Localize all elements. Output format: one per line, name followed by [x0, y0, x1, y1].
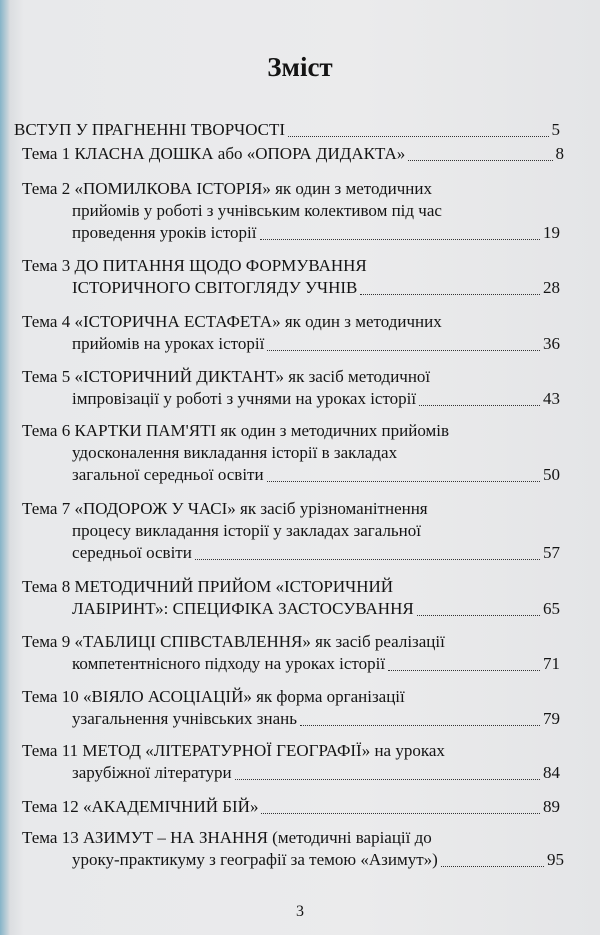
toc-entry-line: Тема 7 «ПОДОРОЖ У ЧАСІ» як засіб урізноманітнення — [22, 499, 428, 518]
toc-leader-dots — [388, 670, 540, 671]
toc-entry-line: прийомів у роботі з учнівським колективом під час — [72, 201, 442, 220]
toc-entry-line: уроку-практикуму з географії за темою «Азимут») — [72, 850, 438, 869]
binding-edge — [0, 0, 10, 935]
toc-entry-line: середньої освіти — [72, 543, 192, 562]
toc-leader-dots — [288, 136, 548, 137]
toc-entry-line: удосконалення викладання історії в закладах — [72, 443, 398, 462]
toc-entry-line: процесу викладання історії у закладах загальної — [72, 521, 422, 540]
toc-entry-line: Тема 12 «АКАДЕМІЧНИЙ БІЙ» — [22, 797, 259, 816]
toc-page-number: 28 — [543, 278, 560, 297]
toc-page-number: 89 — [543, 797, 560, 816]
toc-entry-line: Тема 3 ДО ПИТАННЯ ЩОДО ФОРМУВАННЯ — [22, 256, 367, 275]
toc-entry-line: Тема 13 АЗИМУТ – НА ЗНАННЯ (методичні варіації до — [22, 828, 432, 847]
toc-page-number: 57 — [543, 543, 560, 562]
toc-leader-dots — [408, 160, 552, 161]
toc-leader-dots — [260, 239, 541, 240]
toc-entry-line: Тема 9 «ТАБЛИЦІ СПІВСТАВЛЕННЯ» як засіб реалізації — [22, 632, 445, 651]
toc-entry-line: Тема 2 «ПОМИЛКОВА ІСТОРІЯ» як один з методичних — [22, 179, 432, 198]
toc-page-number: 84 — [543, 763, 560, 782]
toc-entry-line: ІСТОРИЧНОГО СВІТОГЛЯДУ УЧНІВ — [72, 278, 358, 297]
toc-entry-line: імпровізації у роботі з учнями на уроках історії — [72, 389, 417, 408]
toc-entry-line: Тема 5 «ІСТОРИЧНИЙ ДИКТАНТ» як засіб методичної — [22, 367, 431, 386]
toc-leader-dots — [419, 405, 540, 406]
toc-page-number: 95 — [547, 850, 564, 869]
toc-page-number: 79 — [543, 709, 560, 728]
toc-page-number: 8 — [555, 144, 564, 163]
toc-page-number: 65 — [543, 599, 560, 618]
toc-page-number: 5 — [551, 120, 560, 139]
toc-leader-dots — [267, 481, 540, 482]
page-title: Зміст — [267, 52, 333, 82]
toc-leader-dots — [417, 615, 540, 616]
toc-entry-line: Тема 8 МЕТОДИЧНИЙ ПРИЙОМ «ІСТОРИЧНИЙ — [22, 577, 394, 596]
toc-entry-line: Тема 6 КАРТКИ ПАМ'ЯТІ як один з методичних прийомів — [22, 421, 450, 440]
toc-leader-dots — [195, 559, 540, 560]
toc-leader-dots — [267, 350, 540, 351]
toc-entry-line: Тема 11 МЕТОД «ЛІТЕРАТУРНОЇ ГЕОГРАФІЇ» на уроках — [22, 741, 445, 760]
toc-leader-dots — [235, 779, 540, 780]
page-number: 3 — [296, 903, 304, 920]
toc-entry-line: загальної середньої освіти — [72, 465, 264, 484]
toc-entry-line: ВСТУП У ПРАГНЕННІ ТВОРЧОСТІ — [14, 120, 286, 139]
toc-page-number: 19 — [543, 223, 560, 242]
toc-page-number: 43 — [543, 389, 560, 408]
toc-leader-dots — [300, 725, 540, 726]
toc-leader-dots — [360, 294, 540, 295]
toc-entry-line: прийомів на уроках історії — [72, 334, 265, 353]
toc-entry-line: компетентнісного підходу на уроках історії — [72, 654, 386, 673]
toc-entry-line: ЛАБІРИНТ»: СПЕЦИФІКА ЗАСТОСУВАННЯ — [72, 599, 414, 618]
toc-page-number: 50 — [543, 465, 560, 484]
toc-page-number: 36 — [543, 334, 560, 353]
toc-leader-dots — [441, 866, 544, 867]
toc-entry-line: Тема 1 КЛАСНА ДОШКА або «ОПОРА ДИДАКТА» — [22, 144, 406, 163]
toc-entry-line: проведення уроків історії — [72, 223, 257, 242]
toc-entry-line: узагальнення учнівських знань — [72, 709, 297, 728]
toc-leader-dots — [261, 813, 540, 814]
toc-page-number: 71 — [543, 654, 560, 673]
toc-entry-line: зарубіжної літератури — [72, 763, 232, 782]
toc-entry-line: Тема 4 «ІСТОРИЧНА ЕСТАФЕТА» як один з методичних — [22, 312, 442, 331]
toc-entry-line: Тема 10 «ВІЯЛО АСОЦІАЦІЙ» як форма організації — [22, 687, 405, 706]
